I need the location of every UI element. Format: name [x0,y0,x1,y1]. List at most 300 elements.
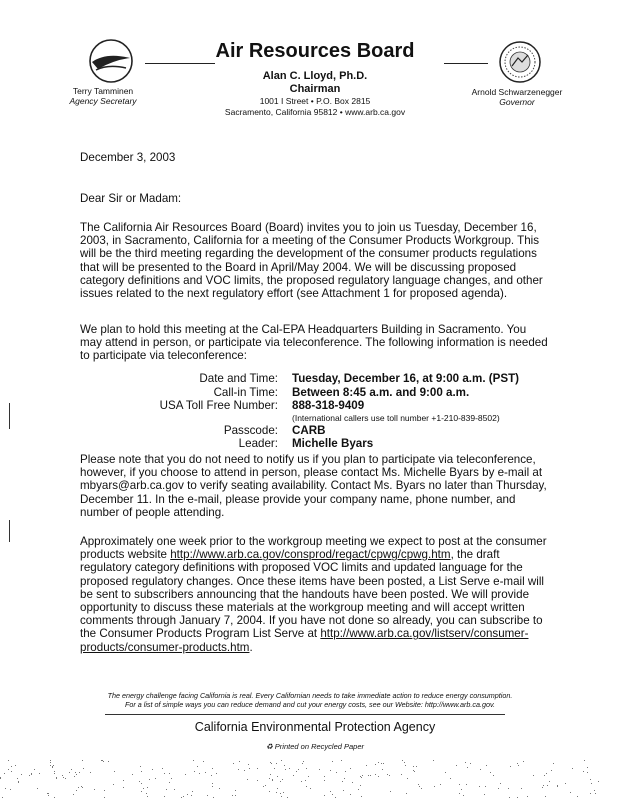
scan-speck [164,796,165,797]
scan-speck [470,763,471,764]
scan-speck [500,783,501,784]
scan-speck [350,768,351,769]
tollfree-label: USA Toll Free Number: [159,399,278,412]
scan-speck [319,769,320,770]
scan-speck [272,780,273,781]
scan-speck [324,795,325,796]
scan-speck [281,796,282,797]
scan-speck [76,774,77,775]
scan-speck [523,761,524,762]
scan-speck [54,771,55,772]
scan-speck [336,772,337,773]
header-rule-right [444,63,488,64]
teleconference-details [80,372,560,451]
scan-speck [324,776,325,777]
paragraph-website-text-b: , the draft regulatory category definitions with proposed VOC limits and updated language for the proposed regulatory changes. Once these items have been posted, a List Serve e-mail will be sent to subscribers announcing that the handouts have been posted. We will provide opportunity to discuss these materials at the workgroup meeting and will accept written comments through January 7, 2004. If you have not done so already, you can subscribe to the Consumer Products Program List Serve at [80,548,545,641]
detail-row-passcode [80,424,560,438]
state-seal-icon [498,40,542,84]
energy-note-2: For a list of simple ways you can reduce demand and cut your energy costs, see our Website: http://www.arb.ca.gov. [124,700,496,709]
scan-speck [54,797,55,798]
scan-speck [271,763,272,764]
scan-speck [235,795,236,796]
scan-speck [207,795,208,796]
scan-speck [205,772,206,773]
scan-speck [276,763,277,764]
scan-speck [239,761,240,762]
scan-speck [216,773,217,774]
scan-speck [308,776,309,777]
leader-label: Leader: [238,437,278,450]
state-seal [498,40,542,84]
scan-speck [463,795,464,796]
scan-speck [83,768,84,769]
scan-speck [166,789,167,790]
scan-speck [465,762,466,763]
scan-speck [274,768,275,769]
scan-speck [73,794,74,795]
scan-speck [352,782,353,783]
scan-speck [378,776,379,777]
scan-speck [65,778,66,779]
energy-note-1: The energy challenge facing California is real. Every Californian needs to take immediate action to reduce energy consumption. [107,691,513,700]
scan-speck [232,795,233,796]
scan-speck [247,779,248,780]
date-value: Tuesday, December 16, at 9:00 a.m. (PST) [292,372,520,385]
scan-speck [375,774,376,775]
scan-speck [171,778,172,779]
salutation: Dear Sir or Madam: [80,192,182,205]
scan-speck [199,773,200,774]
scan-speck [498,788,499,789]
scan-speck [414,771,415,772]
scan-speck [149,779,150,780]
scan-speck [0,778,1,779]
scan-speck [517,797,518,798]
scan-speck [344,778,345,779]
scan-speck [4,773,5,774]
scan-speck [11,766,12,767]
scan-speck [263,786,264,787]
scan-speck [47,793,48,794]
scan-speck [358,789,359,790]
scan-speck [82,787,83,788]
scan-speck [509,797,510,798]
scan-speck [508,788,509,789]
scan-speck [335,797,336,798]
scan-speck [510,766,511,767]
scan-speck [52,767,53,768]
letter-date: December 3, 2003 [80,151,176,164]
scan-speck [140,766,141,767]
scan-speck [50,765,51,766]
scan-speck [31,773,32,774]
scan-speck [71,769,72,770]
scan-speck [114,771,115,772]
governor-block [462,87,572,107]
scan-speck [53,765,54,766]
scan-speck [94,789,95,790]
scan-speck [577,796,578,797]
scan-speck [383,763,384,764]
detail-row-tollfree [80,399,560,413]
scan-speck [382,769,383,770]
scan-speck [277,788,278,789]
scan-noise [0,760,619,800]
scan-speck [75,772,76,773]
scan-speck [69,772,70,773]
scan-speck [192,791,193,792]
scan-speck [421,788,422,789]
scan-speck [450,778,451,779]
paragraph-location: We plan to hold this meeting at the Cal-EPA Headquarters Building in Sacramento. You may attend in person, or participate via teleconference. The following information is needed to participate via teleconference: [80,323,548,363]
scan-speck [407,778,408,779]
scan-speck [459,784,460,785]
scan-speck [461,789,462,790]
scan-speck [479,786,480,787]
scan-speck [289,768,290,769]
scan-speck [174,789,175,790]
scan-speck [345,771,346,772]
scan-speck [284,765,285,766]
scan-speck [418,784,419,785]
arb-logo-icon [88,38,134,84]
scan-speck [402,760,403,761]
arb-logo [88,38,134,84]
scan-speck [17,778,18,779]
scan-speck [342,781,343,782]
scan-speck [48,793,49,794]
scan-speck [285,769,286,770]
scan-speck [63,777,64,778]
scan-speck [584,760,585,761]
scan-speck [146,793,147,794]
scan-speck [282,779,283,780]
callin-value: Between 8:45 a.m. and 9:00 a.m. [292,385,470,399]
scan-speck [104,797,105,798]
address-line-1: 1001 I Street • P.O. Box 2815 [259,96,371,106]
scan-speck [389,775,390,776]
scan-speck [50,762,51,763]
scan-speck [103,761,104,762]
paragraph-website-text-c: . [249,640,253,654]
leader-value: Michelle Byars [292,437,374,450]
scan-speck [21,774,22,775]
scan-speck [330,791,331,792]
printed-note-text: Printed on Recycled Paper [274,742,365,751]
scan-speck [113,784,114,785]
scan-speck [587,772,588,773]
scan-speck [74,776,75,777]
governor-name: Arnold Schwarzenegger [471,87,563,97]
scan-speck [280,793,281,794]
scan-speck [565,783,566,784]
scan-speck [169,782,170,783]
scan-speck [48,795,49,796]
scan-speck [595,793,596,794]
scan-speck [544,775,545,776]
scan-speck [76,790,77,791]
scan-speck [517,763,518,764]
scan-speck [152,769,153,770]
energy-notice [85,691,535,709]
scan-speck [8,760,9,761]
scan-speck [375,764,376,765]
scan-speck [543,785,544,786]
scan-speck [50,760,51,761]
scan-speck [15,765,16,766]
scan-speck [265,785,266,786]
scan-speck [147,796,148,797]
scan-speck [413,766,414,767]
scan-speck [542,787,543,788]
scan-speck [401,774,402,775]
chairman-block [200,70,430,96]
scan-speck [306,768,307,769]
scan-speck [283,792,284,793]
scan-speck [404,762,405,763]
scan-speck [34,769,35,770]
scan-speck [37,788,38,789]
scan-speck [82,760,83,761]
footer-agency-name: California Environmental Protection Agency [194,720,436,734]
scan-speck [332,794,333,795]
scan-speck [378,762,379,763]
scan-speck [249,768,250,769]
scan-speck [493,775,494,776]
scan-speck [360,785,361,786]
scan-speck [169,773,170,774]
scan-speck [56,778,57,779]
scan-speck [280,781,281,782]
secretary-block [58,86,148,106]
paragraph-invitation: The California Air Resources Board (Board) invites you to join us Tuesday, December 16, 2003, in Sacramento, California for a meeting of the Consumer Products Workgroup. This will be the third meeting regarding the development of the consumer products regulations that will be presented to the Board in April/May 2004. We will be discussing proposed category definitions and VOC limits, the proposed regulatory language changes, and other issues related to the next regulatory effort (see Attachment 1 for proposed agenda). [80,221,543,301]
scan-speck [390,791,391,792]
scan-speck [5,788,6,789]
scan-speck [18,781,19,782]
scan-speck [143,788,144,789]
scan-speck [90,772,91,773]
scan-speck [270,774,271,775]
scan-speck [545,796,546,797]
scan-speck [485,786,486,787]
secretary-title: Agency Secretary [69,96,137,106]
scan-speck [440,784,441,785]
scan-speck [31,774,32,775]
scan-speck [303,761,304,762]
scan-speck [219,788,220,789]
date-label: Date and Time: [199,372,278,385]
paragraph-website-text-a: Approximately one week prior to the workgroup meeting we expect to post at the consumer products website [80,535,547,562]
scan-speck [281,760,282,761]
scan-speck [459,793,460,794]
scan-speck [8,769,9,770]
scan-speck [10,789,11,790]
scan-speck [293,775,294,776]
scan-speck [302,763,303,764]
paragraph-website [80,535,550,654]
address-line-2: Sacramento, California 95812 • www.arb.ca.gov [224,107,406,117]
scan-margin-mark [9,520,10,542]
scan-speck [162,768,163,769]
scan-speck [467,767,468,768]
scan-speck [194,771,195,772]
scan-speck [594,790,595,791]
scan-speck [546,773,547,774]
scan-speck [387,774,388,775]
tollfree-value: 888-318-9409 [292,399,365,412]
scan-speck [343,790,344,791]
secretary-name: Terry Tamminen [72,86,134,96]
scan-speck [583,771,584,772]
scan-speck [381,763,382,764]
scan-speck [141,771,142,772]
listserv-link[interactable]: http://www.arb.ca.gov/listserv/consumer-products/consumer-products.htm [80,627,529,654]
scan-speck [276,792,277,793]
scan-speck [361,796,362,797]
recycled-paper-note [230,742,400,751]
scan-speck [147,787,148,788]
passcode-value: CARB [292,423,326,437]
footer-rule [105,714,505,715]
detail-row-callin [80,386,560,400]
scan-speck [104,790,105,791]
scan-speck [370,775,371,776]
scan-speck [141,791,142,792]
scan-speck [572,768,573,769]
scan-speck [480,769,481,770]
scan-speck [366,765,367,766]
scan-speck [185,774,186,775]
passcode-label: Passcode: [223,423,278,437]
scan-speck [324,780,325,781]
scan-speck [350,794,351,795]
scan-speck [29,775,30,776]
scan-speck [570,792,571,793]
scan-speck [132,774,133,775]
scan-speck [164,773,165,774]
scan-speck [183,796,184,797]
scan-speck [79,772,80,773]
scan-speck [78,787,79,788]
scan-speck [212,783,213,784]
scan-speck [102,760,103,761]
scan-speck [533,775,534,776]
scan-speck [248,764,249,765]
scan-speck [416,766,417,767]
scan-speck [527,796,528,797]
scan-speck [54,773,55,774]
intl-note: (International callers use toll number +1-210-839-8502) [292,412,500,423]
scan-speck [193,760,194,761]
scan-speck [244,770,245,771]
scan-speck [518,765,519,766]
scan-speck [0,777,1,778]
scan-speck [277,776,278,777]
scan-speck [521,788,522,789]
scan-speck [557,786,558,787]
scan-speck [305,780,306,781]
scan-speck [445,772,446,773]
scan-speck [598,781,599,782]
scan-speck [238,769,239,770]
address-block [190,96,440,118]
scan-speck [269,778,270,779]
chairman-title: Chairman [289,83,341,95]
header-rule-left [145,63,215,64]
detail-row-date [80,372,560,386]
scan-speck [287,797,288,798]
scan-speck [212,768,213,769]
scan-speck [456,765,457,766]
scan-speck [296,771,297,772]
scan-speck [123,787,124,788]
scan-speck [235,790,236,791]
scan-speck [301,781,302,782]
scan-speck [2,797,3,798]
scan-speck [213,797,214,798]
agency-title: Air Resources Board [215,40,415,62]
scan-speck [434,786,435,787]
scan-speck [484,794,485,795]
scan-speck [62,775,63,776]
scan-speck [466,784,467,785]
scan-margin-mark [9,403,10,429]
scan-speck [549,781,550,782]
scan-speck [547,785,548,786]
scan-speck [257,768,258,769]
scan-speck [591,783,592,784]
scan-speck [330,770,331,771]
scan-speck [433,760,434,761]
recycle-icon: ♻ [265,742,273,751]
callin-label: Call-in Time: [213,385,278,399]
governor-title: Governor [499,97,535,107]
scan-speck [419,786,420,787]
scan-speck [553,763,554,764]
scan-speck [361,777,362,778]
scan-speck [406,793,407,794]
scan-speck [486,765,487,766]
scan-speck [81,786,82,787]
scan-speck [332,761,333,762]
scan-speck [590,793,591,794]
scan-speck [368,775,369,776]
scan-speck [587,767,588,768]
paragraph-rsvp: Please note that you do not need to notify us if you plan to participate via teleconference, however, if you choose to attend in person, please contact Ms. Michelle Byars by e-mail at mbyars@arb.ca.gov to verify seating availability. Contact Ms. Byars no later than Thursday, December 11. In the e-mail, please provide your company name, phone number, and number of people attending. [80,453,547,519]
cpwg-website-link[interactable]: http://www.arb.ca.gov/consprod/regact/cpwg/cpwg.htm [170,548,451,562]
scan-speck [212,786,213,787]
scan-speck [155,778,156,779]
scan-speck [197,766,198,767]
detail-row-leader [80,437,560,451]
scan-speck [298,769,299,770]
scan-speck [141,783,142,784]
scan-speck [257,780,258,781]
scan-speck [18,782,19,783]
scan-speck [590,779,591,780]
scan-speck [233,763,234,764]
scan-speck [405,765,406,766]
scan-speck [123,780,124,781]
scan-speck [341,760,342,761]
detail-row-intl [80,413,560,424]
scan-speck [490,772,491,773]
scan-speck [108,761,109,762]
scan-speck [203,761,204,762]
scan-speck [269,791,270,792]
scan-speck [39,773,40,774]
scan-speck [211,775,212,776]
